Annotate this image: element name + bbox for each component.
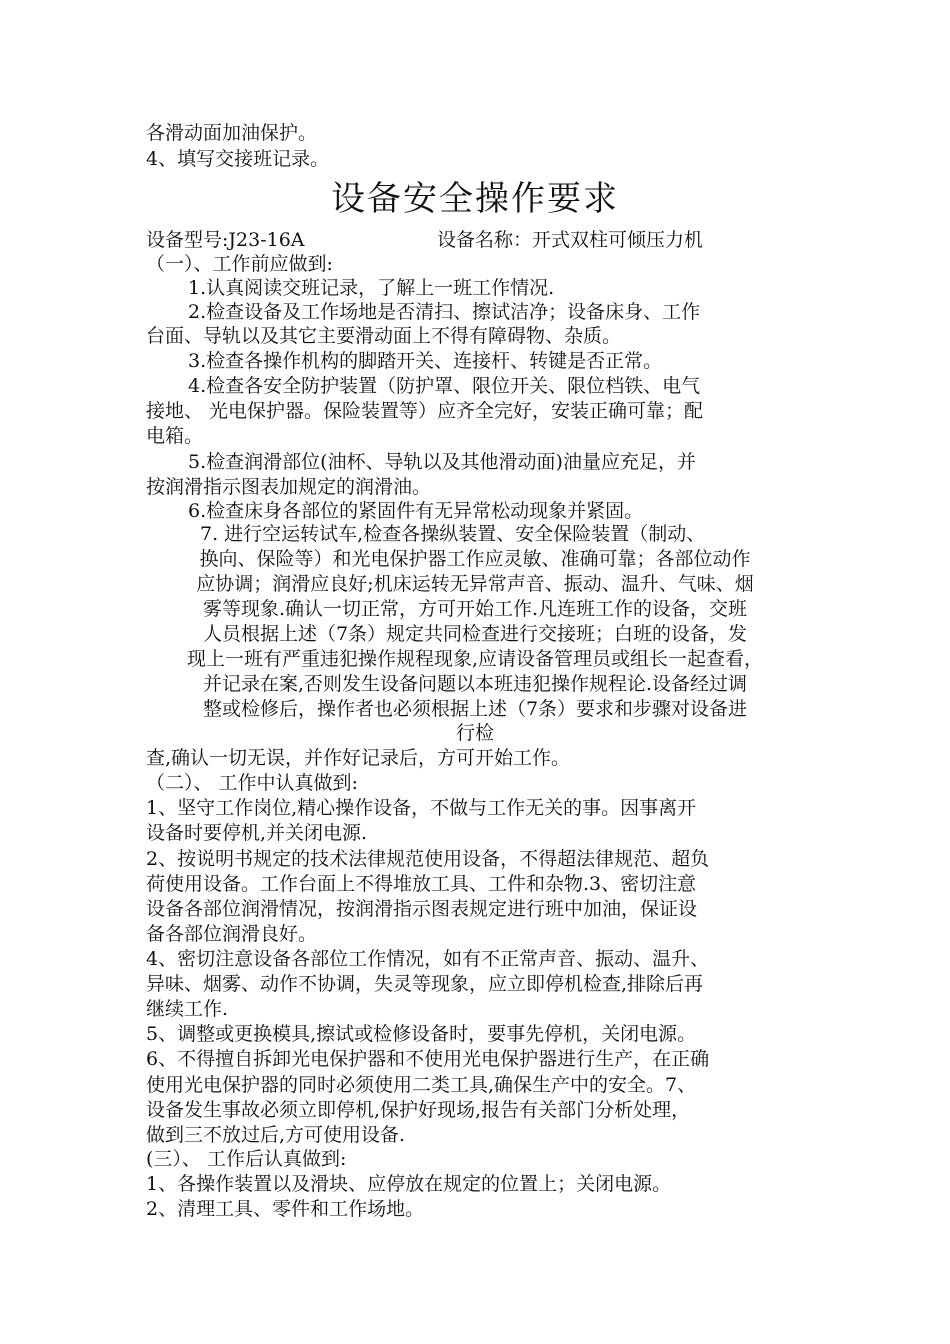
- text-line: 7. 进行空运转试车,检查各操纵装置、安全保险装置（制动、: [200, 523, 706, 545]
- equipment-model: 设备型号:J23-16A: [146, 229, 305, 251]
- text-line: 异味、烟雾、动作不协调，失灵等现象，应立即停机检查,排除后再: [146, 973, 704, 995]
- text-line: 查,确认一切无误，并作好记录后，方可开始工作。: [146, 747, 571, 769]
- text-line: 继续工作.: [146, 998, 229, 1020]
- text-line: 现上一班有严重违犯操作规程现象,应请设备管理员或组长一起查看，: [186, 648, 764, 670]
- text-line: 1.认真阅读交班记录，了解上一班工作情况.: [188, 277, 555, 299]
- text-line: 1、坚守工作岗位,精心操作设备，不做与工作无关的事。因事离开: [146, 797, 697, 819]
- text-line: 整或检修后，操作者也必须根据上述（7条）要求和步骤对设备进: [202, 698, 748, 720]
- text-line: 3.检查各操作机构的脚踏开关、连接杆、转键是否正常。: [188, 350, 663, 372]
- text-line: 2、清理工具、零件和工作场地。: [146, 1198, 425, 1220]
- text-line: 接地、 光电保护器。保险装置等）应齐全完好，安装正确可靠；配: [146, 400, 704, 422]
- text-line: 4、密切注意设备各部位工作情况，如有不正常声音、振动、温升、: [146, 948, 710, 970]
- section-heading: （二）、 工作中认真做到:: [146, 772, 358, 794]
- text-line: 1、各操作装置以及滑块、应停放在规定的位置上；关闭电源。: [146, 1173, 672, 1195]
- text-line: 2.检查设备及工作场地是否清扫、擦试洁净；设备床身、工作: [188, 301, 701, 323]
- text-line: 荷使用设备。工作台面上不得堆放工具、工件和杂物.3、密切注意: [146, 873, 697, 895]
- text-line: 6、不得擅自拆卸光电保护器和不使用光电保护器进行生产，在正确: [146, 1048, 710, 1070]
- text-line: 设备时要停机,并关闭电源.: [146, 822, 368, 844]
- text-line: 5、调整或更换模具,擦试或检修设备时，要事先停机，关闭电源。: [146, 1023, 697, 1045]
- equipment-name: 设备名称：开式双柱可倾压力机: [437, 229, 704, 251]
- text-line: 雾等现象.确认一切正常，方可开始工作.凡连班工作的设备，交班: [202, 598, 748, 620]
- text-line: 5.检查润滑部位(油杯、导轨以及其他滑动面)油量应充足，并: [188, 451, 696, 473]
- text-line: 各滑动面加油保护。: [146, 122, 318, 144]
- text-line: 电箱。: [146, 425, 204, 447]
- text-line: 2、按说明书规定的技术法律规范使用设备，不得超法律规范、超负: [146, 848, 710, 870]
- text-line: 应协调；润滑应良好;机床运转无异常声音、振动、温升、气味、烟: [196, 573, 754, 595]
- text-line: 设备发生事故必须立即停机,保护好现场,报告有关部门分析处理，: [146, 1099, 691, 1121]
- text-line: 并记录在案,否则发生设备问题以本班违犯操作规程论.设备经过调: [202, 673, 748, 695]
- section-heading: （一）、工作前应做到:: [146, 253, 333, 275]
- text-line: 4.检查各安全防护装置（防护罩、限位开关、限位档铁、电气: [188, 375, 701, 397]
- text-line: 人员根据上述（7条）规定共同检查进行交接班；白班的设备，发: [202, 623, 748, 645]
- text-line: 4、填写交接班记录。: [146, 148, 330, 170]
- text-line: 备各部位润滑良好。: [146, 923, 318, 945]
- text-line: 设备各部位润滑情况，按润滑指示图表规定进行班中加油，保证设: [146, 898, 698, 920]
- document-title: 设备安全操作要求: [331, 179, 619, 219]
- text-line: 做到三不放过后,方可使用设备.: [146, 1124, 406, 1146]
- text-line: 按润滑指示图表加规定的润滑油。: [146, 476, 432, 498]
- text-line: 台面、导轨以及其它主要滑动面上不得有障碍物、杂质。: [146, 325, 622, 347]
- text-line: 6.检查床身各部位的紧固件有无异常松动现象并紧固。: [188, 500, 644, 522]
- section-heading: (三）、 工作后认真做到:: [146, 1148, 347, 1170]
- text-line: 行检: [455, 722, 494, 744]
- text-line: 使用光电保护器的同时必须使用二类工具,确保生产中的安全。7、: [146, 1074, 697, 1096]
- text-line: 换向、保险等）和光电保护器工作应灵敏、准确可靠；各部位动作: [199, 548, 751, 570]
